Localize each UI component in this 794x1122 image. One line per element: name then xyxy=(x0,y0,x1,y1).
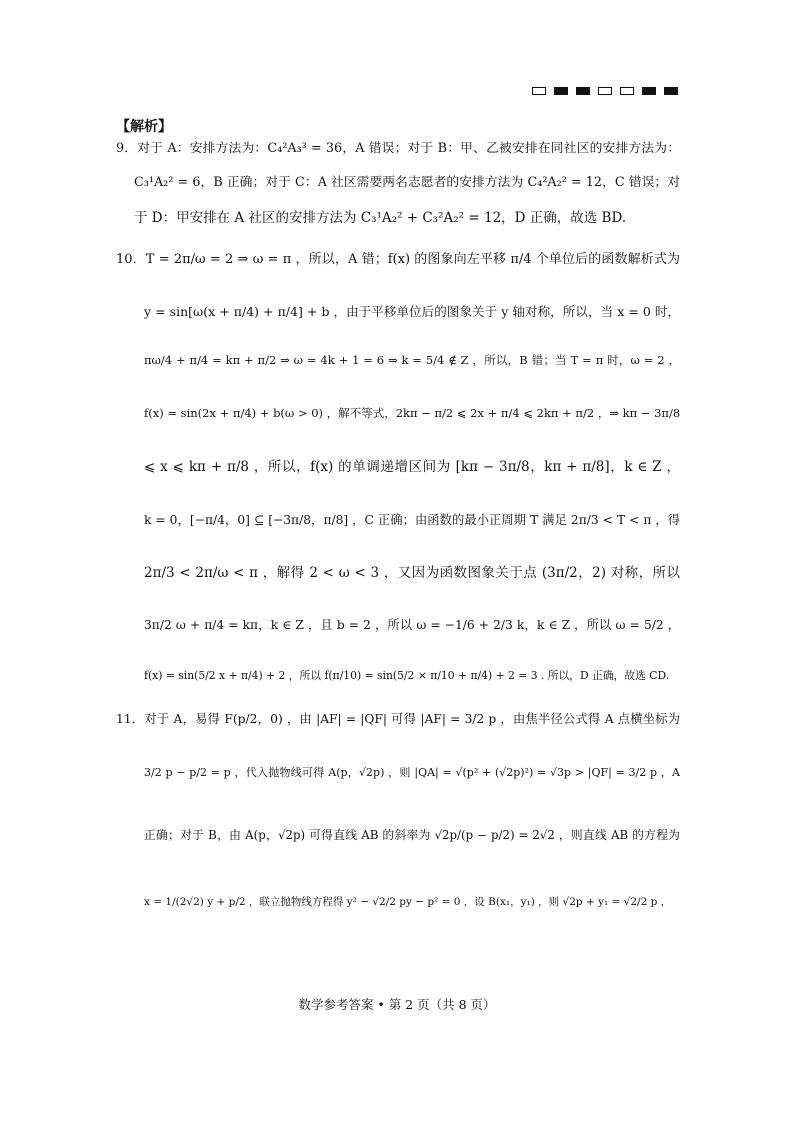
header-mark xyxy=(664,87,678,95)
header-mark xyxy=(532,87,546,95)
answer-line: x = 1/(2√2) y + p/2 ，联立抛物线方程得 y² − √2/2 py − p² = 0 ，设 B(x₁，y₁) ，则 √2p + y₁ = √2/2 p ， xyxy=(144,896,672,908)
header-mark xyxy=(576,87,590,95)
answer-line: f(x) = sin(5/2 x + π/4) + 2 ，所以 f(π/10) = sin(5/2 × π/10 + π/4) + 2 = 3 . 所以，D 正确，故选 CD. xyxy=(144,669,670,682)
header-mark xyxy=(642,87,656,95)
answer-line: 3π/2 ω + π/4 = kπ，k ∈ Z ，且 b = 2 ，所以 ω = −1/6 + 2/3 k，k ∈ Z ，所以 ω = 5/2 ， xyxy=(144,618,680,632)
answer-line: 9．对于 A：安排方法为：C₄²A₃³ = 36，A 错误；对于 B：甲、乙被安排在同社区的安排方法为： xyxy=(116,141,680,156)
header-mark xyxy=(598,87,612,95)
answer-line: C₃¹A₂² = 6，B 正确；对于 C：A 社区需要两名志愿者的安排方法为 C₄²A₂² = 12，C 错误；对 xyxy=(134,175,680,190)
answer-line: πω/4 + π/4 = kπ + π/2 ⇒ ω = 4k + 1 = 6 ⇒ k = 5/4 ∉ Z ，所以，B 错；当 T = π 时，ω = 2 ， xyxy=(144,353,680,367)
page-footer: 数学参考答案 • 第 2 页（共 8 页） xyxy=(298,997,496,1012)
answer-line: ⩽ x ⩽ kπ + π/8 ，所以，f(x) 的单调递增区间为 [kπ − 3π/8，kπ + π/8]，k ∈ Z ， xyxy=(144,459,680,475)
answer-line: 3/2 p − p/2 = p ，代入抛物线可得 A(p，√2p) ，则 |QA| = √(p² + (√2p)²) = √3p > |QF| = 3/2 p ，A xyxy=(144,766,680,779)
answer-line: y = sin[ω(x + π/4) + π/4] + b ，由于平移单位后的图象关于 y 轴对称，所以，当 x = 0 时， xyxy=(144,304,680,319)
answer-line: 10．T = 2π/ω = 2 ⇒ ω = π ，所以，A 错；f(x) 的图象向左平移 π/4 个单位后的函数解析式为 xyxy=(116,252,680,267)
answer-line: k = 0，[−π/4，0] ⊆ [−3π/8，π/8] ，C 正确；由函数的最小正周期 T 满足 2π/3 < T < π ，得 xyxy=(144,513,680,527)
answer-line: 正确；对于 B，由 A(p，√2p) 可得直线 AB 的斜率为 √2p/(p − p/2) = 2√2 ，则直线 AB 的方程为 xyxy=(144,828,680,842)
answer-line: 于 D：甲安排在 A 社区的安排方法为 C₃¹A₂² + C₃²A₂² = 12，D 正确，故选 BD. xyxy=(134,210,627,226)
header-mark xyxy=(554,87,568,95)
section-title: 【解析】 xyxy=(116,119,172,135)
header-mark xyxy=(620,87,634,95)
answer-line: 2π/3 < 2π/ω < π ，解得 2 < ω < 3 ，又因为函数图象关于点 (3π/2，2) 对称，所以 xyxy=(144,565,680,581)
answer-line: 11．对于 A，易得 F(p/2，0) ，由 |AF| = |QF| 可得 |AF| = 3/2 p ，由焦半径公式得 A 点横坐标为 xyxy=(116,712,680,726)
answer-line: f(x) = sin(2x + π/4) + b(ω > 0) ，解不等式，2kπ − π/2 ⩽ 2x + π/4 ⩽ 2kπ + π/2 ，⇒ kπ − 3π/8 xyxy=(144,406,681,420)
